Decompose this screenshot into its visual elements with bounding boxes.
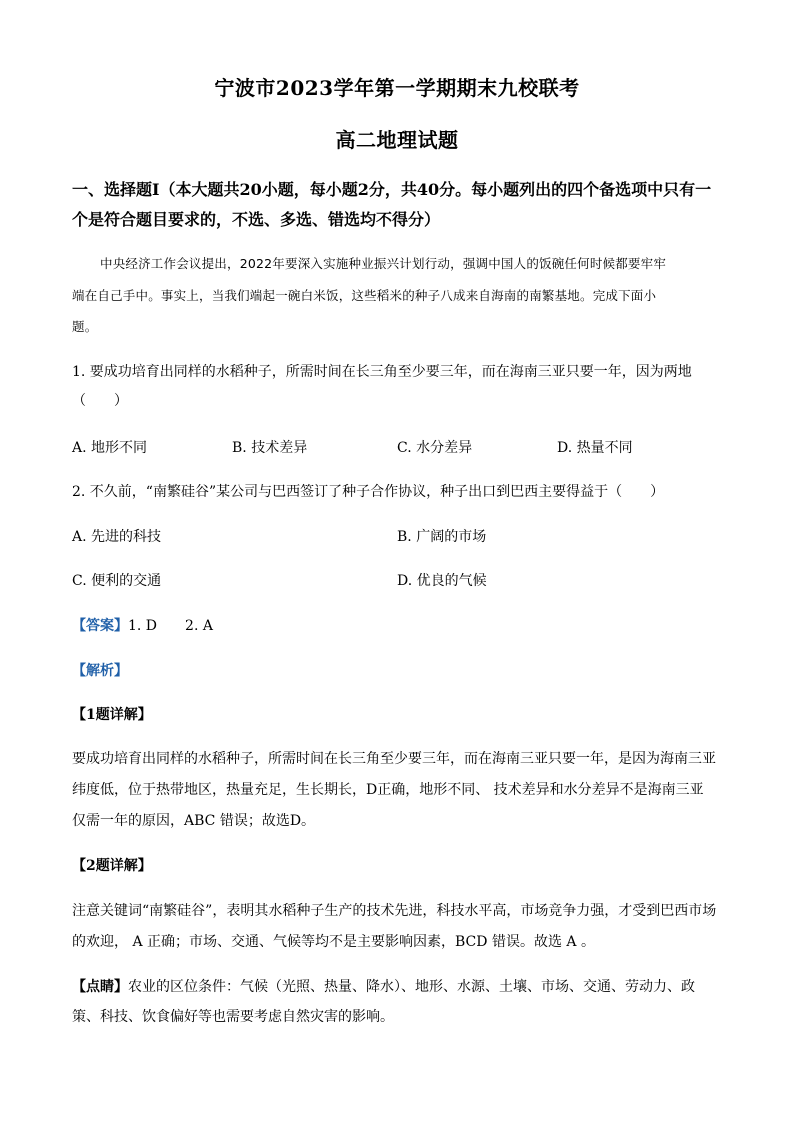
exam-title: 宁波市2023学年第一学期期末九校联考 <box>214 76 580 100</box>
tip-line1 <box>72 976 722 996</box>
question-1-stem-line2: （ ） <box>72 393 128 409</box>
q2-detail-heading <box>72 855 722 875</box>
question-1-stem-line1: 1. 要成功培育出同样的水稻种子，所需时间在长三角至少要三年，而在海南三亚只要一年，因为两地 <box>72 364 692 380</box>
passage-line1: 中央经济工作会议提出，2022年要深入实施种业振兴计划行动，强调中国人的饭碗任何时候都要牢牢 <box>100 256 667 271</box>
passage-line3: 题。 <box>72 319 98 334</box>
q1-detail-tag: 【1题详解】 <box>72 707 152 723</box>
question-2-option-a: A. 先进的科技 <box>72 529 162 545</box>
tip-tag: 【点睛】 <box>72 979 128 995</box>
passage-line2: 端在自己手中。事实上，当我们端起一碗白米饭，这些稻米的种子八成来自海南的南繁基地。完成下面小 <box>72 288 657 303</box>
q1-detail-line3: 仅需一年的原因，ABC 错误；故选D。 <box>72 813 316 829</box>
answer-text: 1. D 2. A <box>128 618 213 634</box>
analysis-tag: 【解析】 <box>72 663 128 679</box>
question-1-option-c: C. 水分差异 <box>397 440 473 456</box>
section-heading-line2: 个是符合题目要求的，不选、多选、错选均不得分） <box>72 210 441 229</box>
question-1-option-a: A. 地形不同 <box>72 440 148 456</box>
question-2-option-d: D. 优良的气候 <box>397 573 487 589</box>
analysis-heading <box>72 660 722 680</box>
q1-detail-heading <box>72 704 722 724</box>
answer-tag: 【答案】 <box>72 618 128 634</box>
question-1-option-b: B. 技术差异 <box>232 440 308 456</box>
tip-line2: 策、科技、饮食偏好等也需要考虑自然灾害的影响。 <box>72 1009 394 1025</box>
tip-text-line1: 农业的区位条件：气候（光照、热量、降水）、地形、水源、土壤、市场、交通、劳动力、政 <box>128 979 695 995</box>
question-2-stem: 2. 不久前，“南繁硅谷”某公司与巴西签订了种子合作协议，种子出口到巴西主要得益于（ ） <box>72 484 665 500</box>
answer-line <box>72 615 722 635</box>
exam-subtitle: 高二地理试题 <box>335 128 459 152</box>
q2-detail-tag: 【2题详解】 <box>72 858 152 874</box>
section-heading-line1: 一、选择题Ⅰ（本大题共20小题，每小题2分，共40分。每小题列出的四个备选项中只有一 <box>72 180 712 199</box>
question-2-option-b: B. 广阔的市场 <box>397 529 487 545</box>
q2-detail-line2: 的欢迎， A 正确；市场、交通、气候等均不是主要影响因素，BCD 错误。故选 A 。 <box>72 934 595 950</box>
question-2-option-c: C. 便利的交通 <box>72 573 162 589</box>
q1-detail-line2: 纬度低，位于热带地区，热量充足，生长期长，D正确，地形不同、 技术差异和水分差异不是海南三亚 <box>72 782 704 798</box>
q2-detail-line1: 注意关键词“南繁硅谷”，表明其水稻种子生产的技术先进，科技水平高，市场竞争力强，才受到巴西市场 <box>72 903 717 919</box>
q1-detail-line1: 要成功培育出同样的水稻种子，所需时间在长三角至少要三年，而在海南三亚只要一年，是因为海南三亚 <box>72 751 716 767</box>
question-1-option-d: D. 热量不同 <box>557 440 633 456</box>
